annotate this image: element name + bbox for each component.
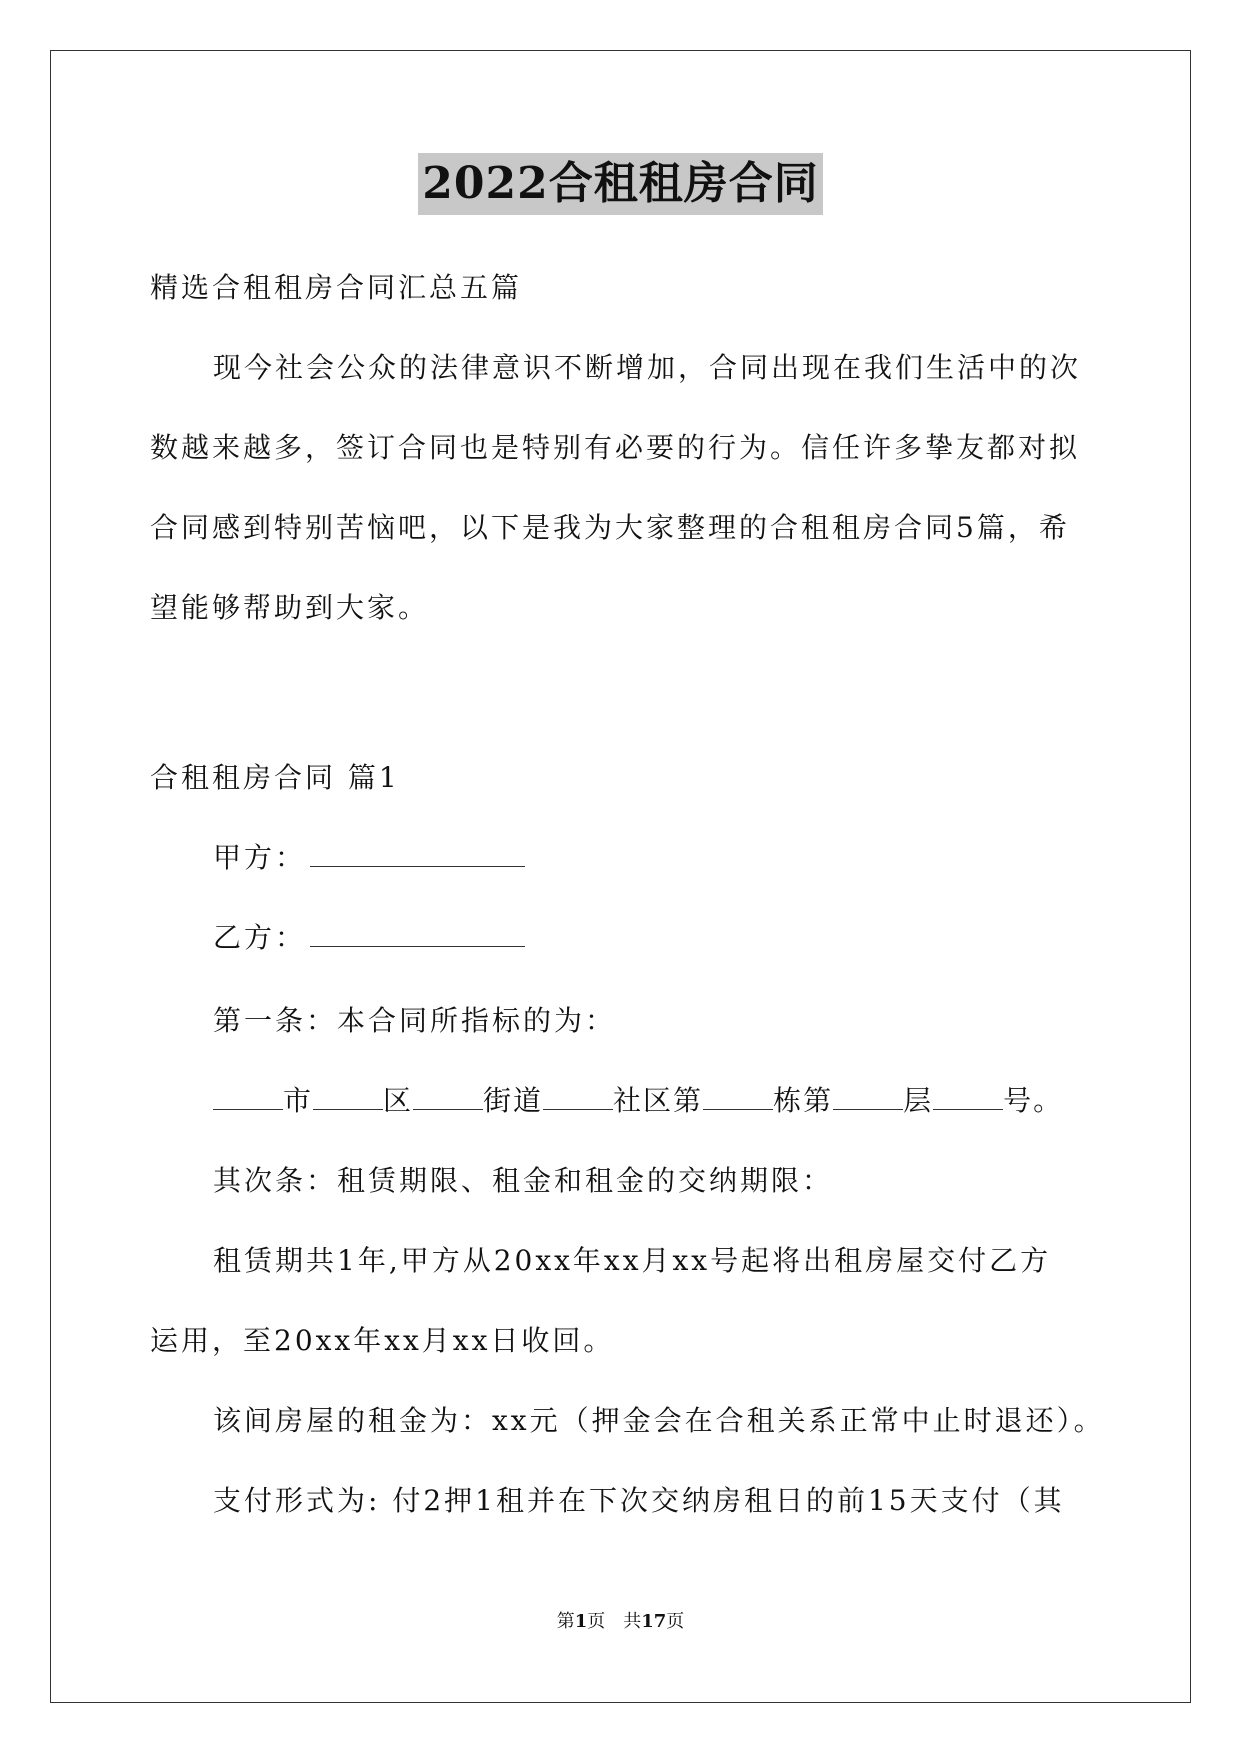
address-community: 社区第	[613, 1084, 704, 1117]
address-blank	[833, 1083, 903, 1110]
rent-line: 该间房屋的租金为：xx元（押金会在合租关系正常中止时退还）。	[213, 1404, 1105, 1437]
address-number: 号。	[1003, 1084, 1064, 1117]
footer-page-suffix: 页	[666, 1611, 685, 1632]
address-city: 市	[283, 1084, 314, 1117]
payment-line: 支付形式为: 付2押1租并在下次交纳房租日的前15天支付（其	[213, 1484, 1065, 1517]
intro-line-3: 合同感到特别苦恼吧，以下是我为大家整理的合租租房合同5篇，希	[150, 511, 1070, 544]
footer-page-prefix: 第	[556, 1611, 575, 1632]
party-b-label: 乙方：	[213, 921, 307, 954]
address-blank	[413, 1083, 483, 1110]
party-a-label: 甲方：	[213, 841, 307, 874]
party-a-blank	[310, 840, 525, 867]
address-blank	[703, 1083, 773, 1110]
address-building: 栋第	[773, 1084, 834, 1117]
address-blank	[933, 1083, 1003, 1110]
party-a-line	[213, 840, 525, 876]
document-subtitle: 精选合租租房合同汇总五篇	[150, 271, 523, 304]
address-blank	[313, 1083, 383, 1110]
address-line	[213, 1083, 1063, 1119]
intro-line-2: 数越来越多，签订合同也是特别有必要的行为。信任许多挚友都对拟	[150, 431, 1081, 464]
address-street: 街道	[483, 1084, 544, 1117]
article-2: 其次条：租赁期限、租金和租金的交纳期限：	[213, 1164, 834, 1197]
lease-line-1: 租赁期共1年,甲方从20xx年xx月xx号起将出租房屋交付乙方	[213, 1244, 1052, 1277]
intro-line-4: 望能够帮助到大家。	[150, 591, 430, 624]
party-b-line	[213, 920, 525, 956]
lease-line-2: 运用，至20xx年xx月xx日收回。	[150, 1324, 615, 1357]
footer-page-mid: 页 共	[587, 1611, 642, 1632]
address-district: 区	[383, 1084, 414, 1117]
address-floor: 层	[903, 1084, 934, 1117]
party-b-blank	[310, 920, 525, 947]
section-heading: 合租租房合同 篇1	[150, 761, 400, 794]
address-blank	[213, 1083, 283, 1110]
address-blank	[543, 1083, 613, 1110]
title-container	[0, 153, 1241, 215]
page-footer	[0, 1610, 1241, 1634]
footer-page-number: 1	[574, 1611, 588, 1632]
document-title: 2022合租租房合同	[418, 153, 822, 215]
article-1: 第一条：本合同所指标的为：	[213, 1004, 617, 1037]
intro-line-1: 现今社会公众的法律意识不断增加，合同出现在我们生活中的次	[213, 351, 1082, 384]
footer-total-pages: 17	[641, 1611, 667, 1632]
